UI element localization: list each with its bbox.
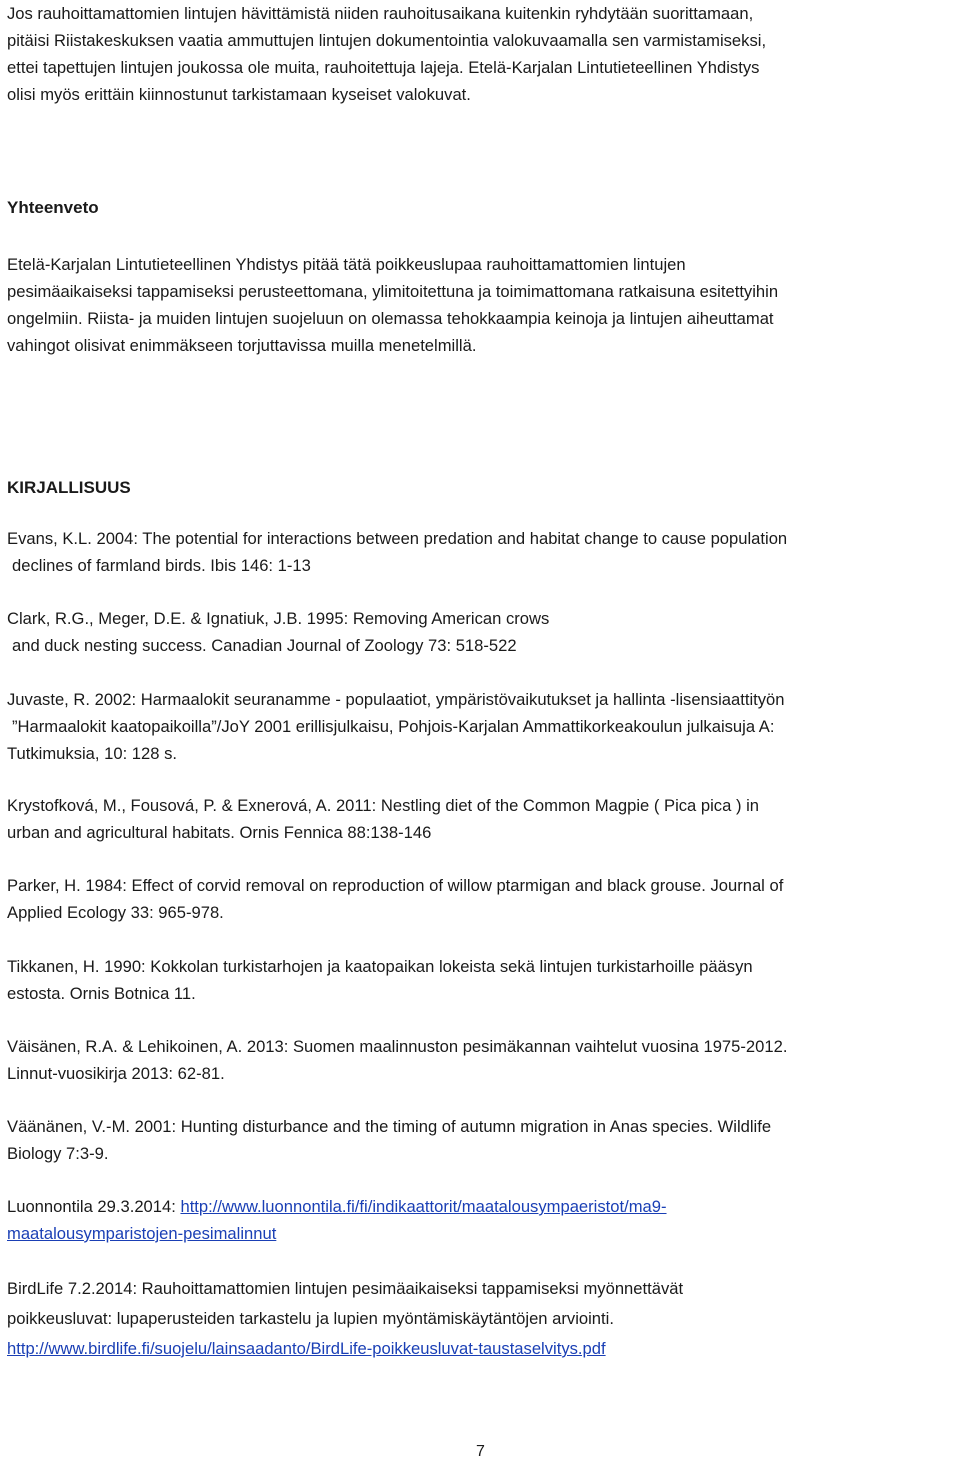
reference-line: poikkeusluvat: lupaperusteiden tarkastelu ja lupien myöntämiskäytäntöjen arviointi. [7, 1309, 614, 1328]
text-line: vahingot olisivat enimmäkseen torjuttavissa muilla menetelmillä. [7, 336, 477, 355]
reference-line: Applied Ecology 33: 965-978. [7, 903, 224, 922]
reference-luonnontila [7, 1193, 955, 1247]
luonnontila-link-continued[interactable]: maatalousymparistojen-pesimalinnut [7, 1224, 277, 1243]
page-number: 7 [476, 1443, 485, 1460]
reference-line: estosta. Ornis Botnica 11. [7, 984, 196, 1003]
reference-line: Biology 7:3-9. [7, 1144, 109, 1163]
intro-paragraph [7, 0, 955, 108]
text-line: pesimäaikaiseksi tappamiseksi perusteettomana, ylimitoitettuna ja toimimattomana ratkaisuna esitettyihin [7, 282, 779, 301]
reference-line: and duck nesting success. Canadian Journal of Zoology 73: 518-522 [12, 636, 517, 655]
reference-juvaste [7, 686, 955, 767]
reference-vaisanen [7, 1033, 955, 1087]
reference-vaananen [7, 1113, 955, 1167]
reference-line: Väisänen, R.A. & Lehikoinen, A. 2013: Suomen maalinnuston pesimäkannan vaihtelut vuosina 1975-2012. [7, 1037, 788, 1056]
reference-clark [7, 605, 955, 659]
luonnontila-link[interactable]: http://www.luonnontila.fi/fi/indikaattorit/maatalousympaeristot/ma9- [180, 1197, 667, 1216]
reference-krystofkova [7, 792, 955, 846]
text-line: ettei tapettujen lintujen joukossa ole muita, rauhoitettuja lajeja. Etelä-Karjalan Lintutieteellinen Yhdistys [7, 58, 760, 77]
reference-line: Parker, H. 1984: Effect of corvid removal on reproduction of willow ptarmigan and black grouse. Journal of [7, 876, 784, 895]
reference-line: Krystofková, M., Fousová, P. & Exnerová, A. 2011: Nestling diet of the Common Magpie ( Pica pica ) in [7, 796, 759, 815]
reference-line [7, 1193, 955, 1220]
reference-prefix: Luonnontila 29.3.2014: [7, 1197, 181, 1216]
summary-paragraph [7, 251, 955, 359]
reference-line: Clark, R.G., Meger, D.E. & Ignatiuk, J.B. 1995: Removing American crows [7, 609, 550, 628]
reference-line: Tutkimuksia, 10: 128 s. [7, 744, 178, 763]
text-line: pitäisi Riistakeskuksen vaatia ammuttujen lintujen dokumentointia valokuvaamalla sen varmistamiseksi, [7, 31, 767, 50]
reference-line: declines of farmland birds. Ibis 146: 1-13 [12, 556, 311, 575]
reference-tikkanen [7, 953, 955, 1007]
reference-evans [7, 525, 955, 579]
reference-line: ”Harmaalokit kaatopaikoilla”/JoY 2001 erillisjulkaisu, Pohjois-Karjalan Ammattikorkeakoulun julkaisuja A: [12, 717, 775, 736]
reference-line: Tikkanen, H. 1990: Kokkolan turkistarhojen ja kaatopaikan lokeista sekä lintujen turkistarhoille pääsyn [7, 957, 753, 976]
reference-line: Väänänen, V.-M. 2001: Hunting disturbance and the timing of autumn migration in Anas species. Wildlife [7, 1117, 772, 1136]
reference-birdlife [7, 1274, 955, 1364]
text-line: olisi myös erittäin kiinnostunut tarkistamaan kyseiset valokuvat. [7, 85, 471, 104]
reference-parker [7, 872, 955, 926]
summary-heading: Yhteenveto [7, 198, 99, 217]
reference-line: Juvaste, R. 2002: Harmaalokit seuranamme - populaatiot, ympäristövaikutukset ja hallinta -lisensiaattityön [7, 690, 785, 709]
reference-line: Evans, K.L. 2004: The potential for interactions between predation and habitat change to cause population [7, 529, 788, 548]
reference-line: BirdLife 7.2.2014: Rauhoittamattomien lintujen pesimäaikaiseksi tappamiseksi myönnettävät [7, 1279, 684, 1298]
text-line: Jos rauhoittamattomien lintujen hävittämistä niiden rauhoitusaikana kuitenkin ryhdytään suorittamaan, [7, 4, 754, 23]
text-line: Etelä-Karjalan Lintutieteellinen Yhdistys pitää tätä poikkeuslupaa rauhoittamattomien lintujen [7, 255, 686, 274]
birdlife-link[interactable]: http://www.birdlife.fi/suojelu/lainsaadanto/BirdLife-poikkeusluvat-taustaselvitys.pdf [7, 1339, 606, 1358]
references-heading: KIRJALLISUUS [7, 478, 131, 497]
reference-line: urban and agricultural habitats. Ornis Fennica 88:138-146 [7, 823, 432, 842]
text-line: ongelmiin. Riista- ja muiden lintujen suojeluun on olemassa tehokkaampia keinoja ja lintujen aiheuttamat [7, 309, 774, 328]
reference-line: Linnut-vuosikirja 2013: 62-81. [7, 1064, 225, 1083]
